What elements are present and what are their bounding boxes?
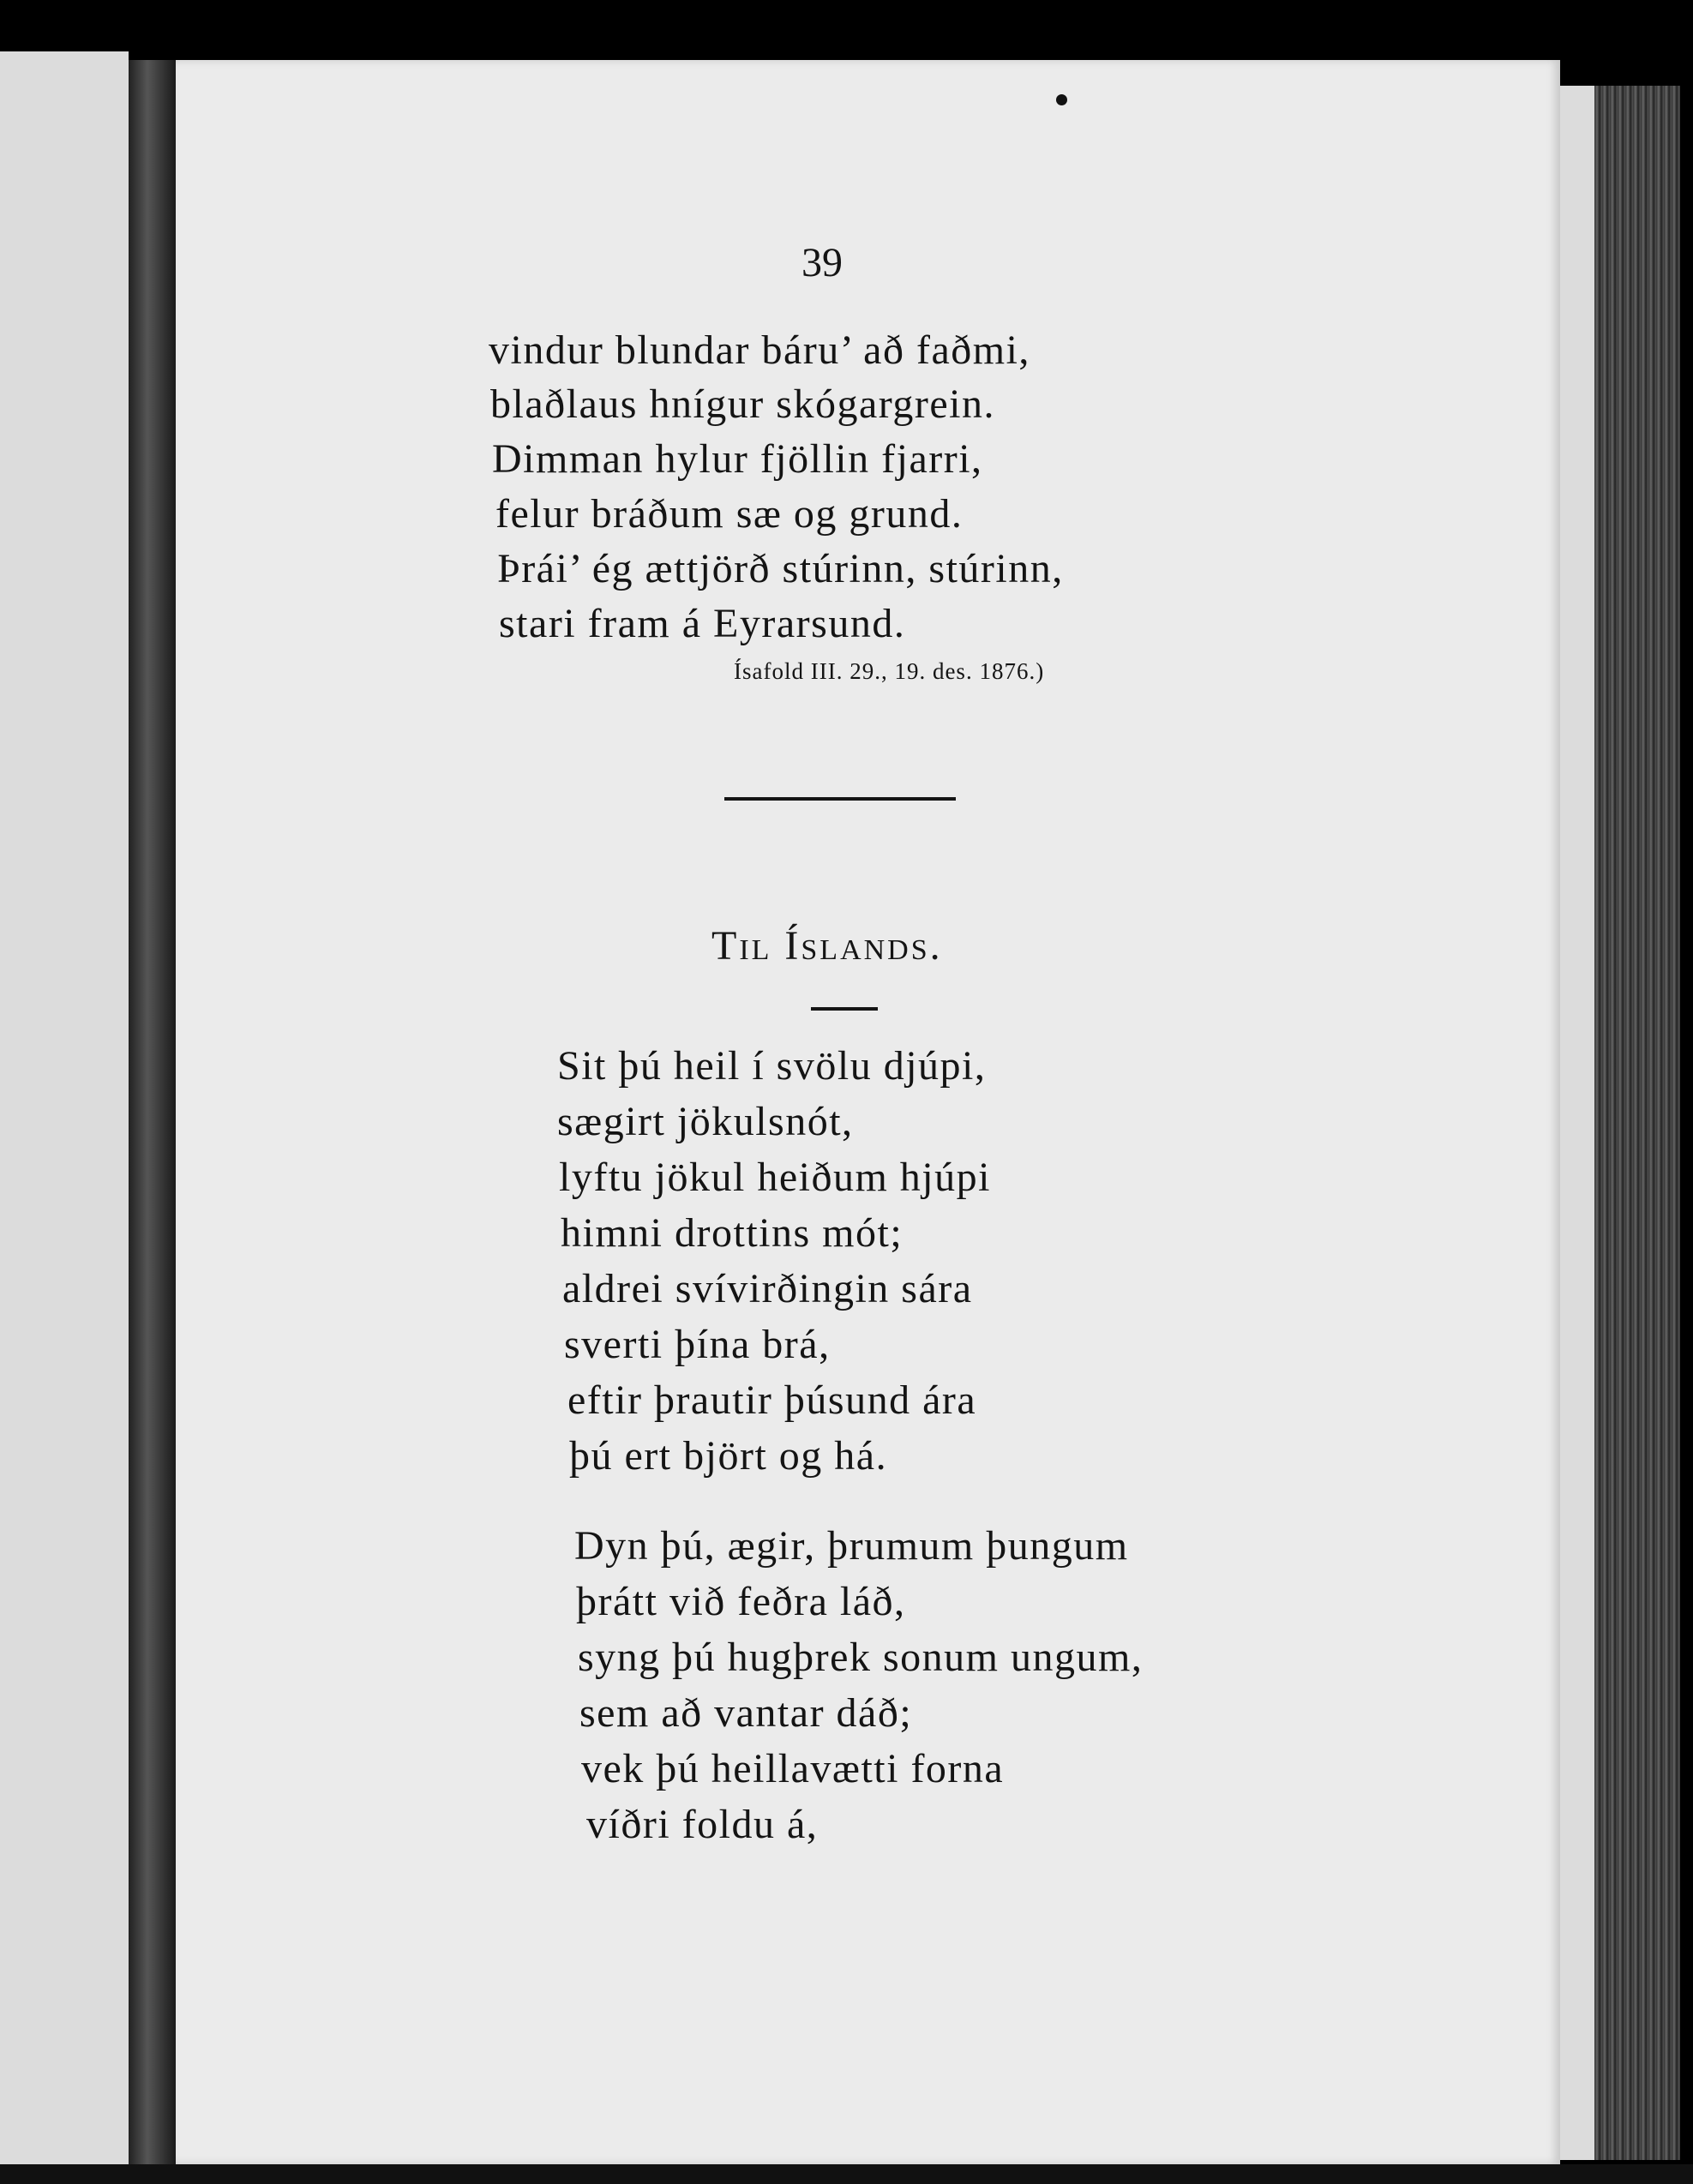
book-page — [176, 60, 1560, 2164]
verse-line: stari fram á Eyrarsund. — [499, 601, 906, 646]
section-divider — [724, 797, 956, 801]
verse-line: sverti þína brá, — [564, 1322, 831, 1367]
scan-bottom-border — [0, 2164, 1693, 2184]
verse-line: vek þú heillavætti forna — [581, 1746, 1005, 1791]
stacked-page-edges — [1594, 86, 1680, 2160]
verse-line: Sit þú heil í svölu djúpi, — [557, 1043, 987, 1089]
source-citation: Ísafold III. 29., 19. des. 1876.) — [734, 658, 1045, 684]
verse-line: sægirt jökulsnót, — [557, 1099, 854, 1144]
verse-line: Dimman hylur fjöllin fjarri, — [492, 436, 983, 482]
verse-line: lyftu jökul heiðum hjúpi — [559, 1155, 991, 1200]
page-number: 39 — [801, 240, 843, 285]
verse-line: syng þú hugþrek sonum ungum, — [578, 1635, 1144, 1680]
ink-dot — [1056, 94, 1067, 105]
poem-title: Til Íslands. — [711, 923, 943, 969]
page-edge-shadow — [1560, 86, 1594, 2160]
verse-line: aldrei svívirðingin sára — [562, 1266, 973, 1311]
verse-line: felur bráðum sæ og grund. — [495, 491, 964, 537]
title-underline — [811, 1007, 878, 1011]
verse-line: Þrái’ ég ættjörð stúrinn, stúrinn, — [497, 546, 1064, 591]
verse-line: eftir þrautir þúsund ára — [567, 1377, 977, 1423]
verse-line: þrátt við feðra láð, — [576, 1579, 906, 1624]
verse-line: þú ert björt og há. — [569, 1433, 888, 1479]
verse-line: blaðlaus hnígur skógargrein. — [490, 381, 996, 427]
verse-line: Dyn þú, ægir, þrumum þungum — [574, 1523, 1129, 1569]
verse-line: vindur blundar báru’ að faðmi, — [489, 327, 1030, 373]
verse-line: sem að vantar dáð; — [579, 1690, 913, 1736]
verse-line: víðri foldu á, — [586, 1802, 819, 1847]
facing-page-edge — [0, 51, 129, 2169]
verse-line: himni drottins mót; — [561, 1210, 904, 1256]
book-gutter — [129, 60, 176, 2169]
